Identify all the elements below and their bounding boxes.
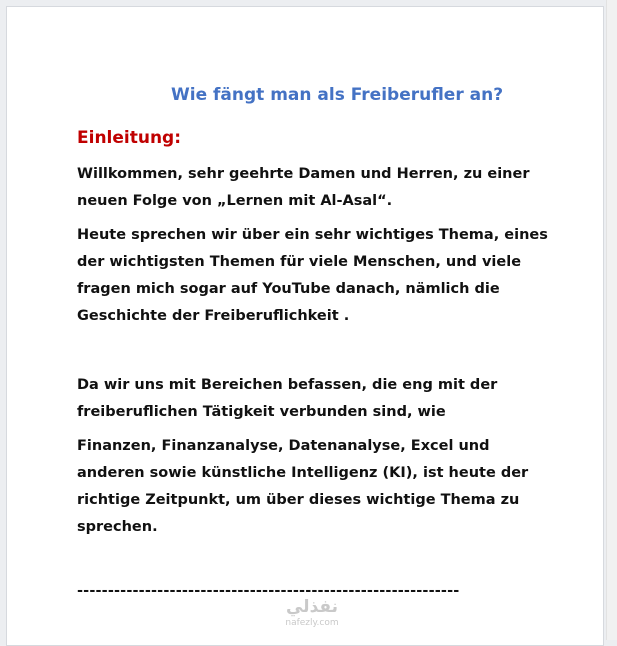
document-page <box>6 6 604 646</box>
watermark-url: nafezly.com <box>285 618 339 628</box>
watermark-main-text: نفذلي <box>285 597 339 617</box>
paragraph-topic: Heute sprechen wir über ein sehr wichtiges Thema, eines der wichtigsten Themen für viele Menschen, und viele fragen mich sogar auf YouTube danach, nämlich die Geschichte der Freiberuflichkeit . <box>77 227 548 324</box>
separator-line: -------------------------------------------------------------- <box>77 583 460 599</box>
document-title: Wie fängt man als Freiberufler an? <box>171 85 504 105</box>
watermark-logo <box>272 596 352 629</box>
vertical-scrollbar[interactable] <box>606 0 617 640</box>
paragraph-finance: Finanzen, Finanzanalyse, Datenanalyse, Excel und anderen sowie künstliche Intelligenz (KI), ist heute der richtige Zeitpunkt, um über dieses wichtige Thema zu sprechen. <box>77 438 529 535</box>
section-heading: Einleitung: <box>77 128 182 148</box>
paragraph-areas: Da wir uns mit Bereichen befassen, die eng mit der freiberuflichen Tätigkeit verbunden sind, wie <box>77 377 498 420</box>
paragraph-welcome: Willkommen, sehr geehrte Damen und Herren, zu einer neuen Folge von „Lernen mit Al-Asal“. <box>77 166 530 209</box>
